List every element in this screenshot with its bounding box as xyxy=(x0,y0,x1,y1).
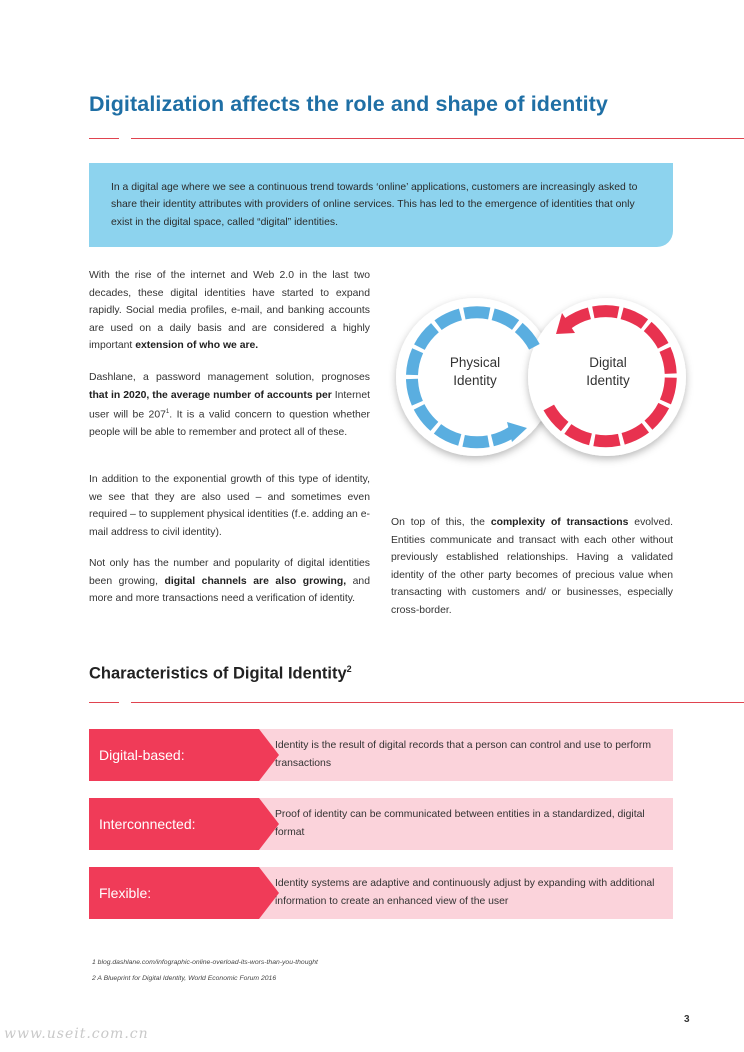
row-description: Identity is the result of digital records that a person can control and use to perform transactions xyxy=(275,740,651,769)
footnote-2: 2 A Blueprint for Digital Identity, World Economic Forum 2016 xyxy=(92,975,277,982)
title-rule-long xyxy=(131,138,744,139)
section-rule-short xyxy=(89,702,119,703)
row-description: Identity systems are adaptive and continuously adjust by expanding with additional information to create an enhanced view of the user xyxy=(275,878,655,907)
row-label: Digital-based: xyxy=(99,747,185,763)
section-rule-long xyxy=(131,702,744,703)
digital-identity-label: Digital Identity xyxy=(586,355,630,388)
row-description: Proof of identity can be communicated between entities in a standardized, digital format xyxy=(275,809,645,838)
left-paragraph-2: Dashlane, a password management solution, prognoses that in 2020, the average number of accounts per Internet user will be $207^1$. It is a valid concern to question whether people will be able to remember and protect all of these. xyxy=(89,372,371,438)
characteristic-row-interconnected xyxy=(89,798,673,850)
footnote-1: 1 blog.dashlane.com/infographic-online-overload-its-wors-than-you-thought xyxy=(92,959,318,966)
right-paragraph: On top of this, the complexity of transactions evolved. Entities communicate and transact with each other without previously established relationships. Having a validated identity of the other party becomes of precious value when transacting with customers and/ or businesses, especially cross-border. xyxy=(391,517,674,616)
intro-callout: In a digital age where we see a continuous trend towards ‘online’ applications, customers are increasingly asked to share their identity attributes with providers of online services. This has led to the emergence of identities that only exist in the digital space, called “digital” identities. xyxy=(89,163,673,247)
left-paragraph-1: With the rise of the internet and Web 2.0 in the last two decades, these digital identities have started to expand rapidly. Social media profiles, e-mail, and banking accounts are used on a daily basis and are considered a highly important extension of who we are. xyxy=(89,270,370,351)
title-rule-short xyxy=(89,138,119,139)
identity-cycle-diagram xyxy=(388,286,694,468)
row-label: Interconnected: xyxy=(99,816,196,832)
characteristic-row-flexible xyxy=(89,867,673,919)
page-number: 3 xyxy=(684,1014,690,1025)
row-label: Flexible: xyxy=(99,885,152,901)
physical-identity-label: Physical Identity xyxy=(449,355,501,388)
watermark: www.useit.com.cn xyxy=(4,1026,149,1042)
left-paragraph-4: Not only has the number and popularity of digital identities been growing, digital channels are also growing, and more and more transactions need a verification of identity. xyxy=(89,558,370,604)
page-title: Digitalization affects the role and shape of identity xyxy=(89,92,608,116)
characteristics-title: Characteristics of Digital Identity$^2$ xyxy=(89,664,352,683)
characteristic-row-digital-based xyxy=(89,729,673,781)
left-paragraph-3: In addition to the exponential growth of this type of identity, we see that they are also used – and sometimes even required – to supplement physical identities (f.e. adding an e-mail address to civil identity). xyxy=(89,474,370,538)
